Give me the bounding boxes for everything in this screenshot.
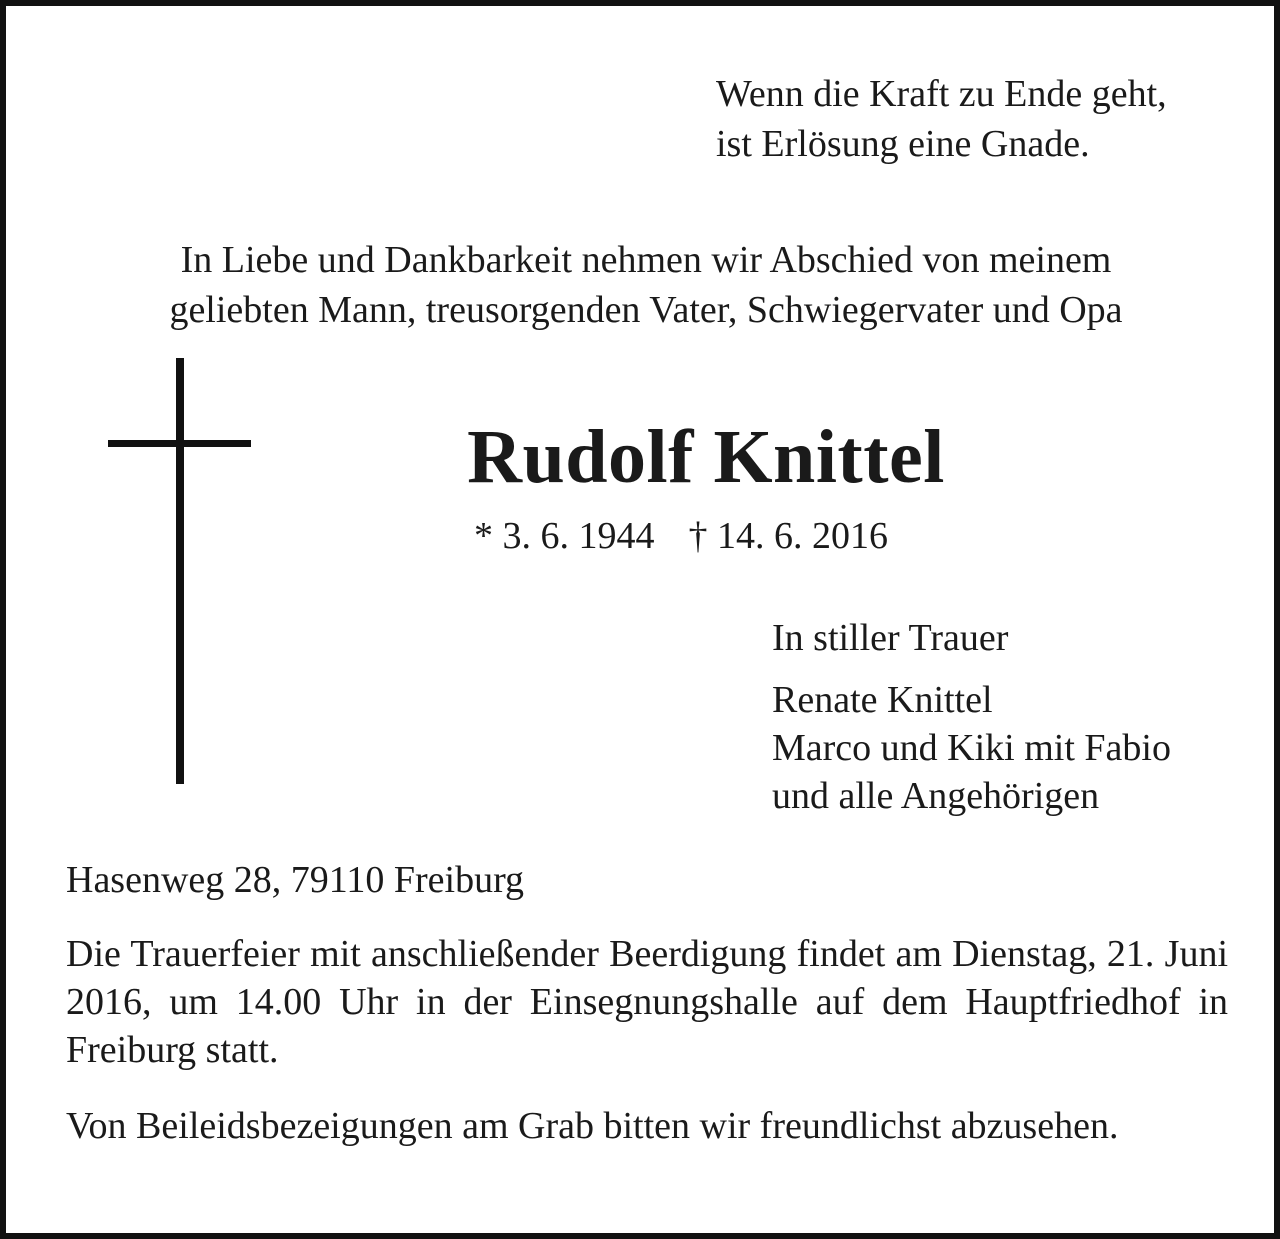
cross-vertical-beam xyxy=(176,358,184,784)
mourner-line: Marco und Kiki mit Fabio xyxy=(772,727,1171,769)
mourner-line: Renate Knittel xyxy=(772,679,993,721)
birth-date: * 3. 6. 1944 xyxy=(474,515,655,557)
mourners-heading: In stiller Trauer xyxy=(772,617,1009,659)
motto-line-2: ist Erlösung eine Gnade. xyxy=(716,123,1090,165)
life-dates xyxy=(474,512,888,560)
address: Hasenweg 28, 79110 Freiburg xyxy=(66,859,525,901)
intro-line-2: geliebten Mann, treusorgenden Vater, Schwiegervater und Opa xyxy=(169,289,1123,331)
cross-horizontal-beam xyxy=(108,440,251,447)
motto-line-1: Wenn die Kraft zu Ende geht, xyxy=(716,73,1167,115)
deceased-name: Rudolf Knittel xyxy=(467,415,945,499)
condolence-paragraph: Von Beileidsbezeigungen am Grab bitten wir freundlichst abzusehen. xyxy=(66,1105,1119,1147)
intro-line-1: In Liebe und Dankbarkeit nehmen wir Abschied von meinem xyxy=(180,239,1112,281)
death-date: † 14. 6. 2016 xyxy=(688,515,888,557)
mourner-line: und alle Angehörigen xyxy=(772,775,1100,817)
service-paragraph: Die Trauerfeier mit anschließender Beerdigung findet am Dienstag, 21. Juni 2016, um 14.00 Uhr in der Einsegnungshalle auf dem Hauptfriedhof in Freiburg statt. xyxy=(66,933,1228,1071)
